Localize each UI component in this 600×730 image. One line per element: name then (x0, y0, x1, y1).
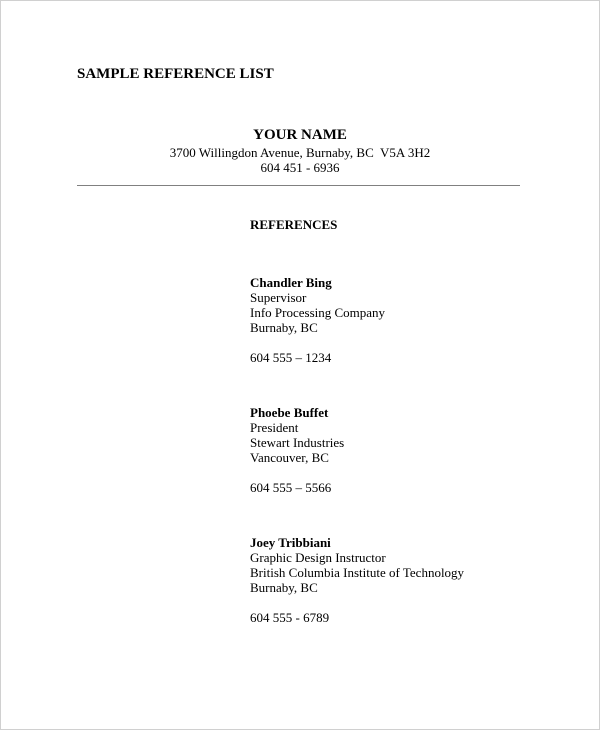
reference-phone: 604 555 – 1234 (250, 350, 332, 365)
reference-phone: 604 555 - 6789 (250, 610, 330, 625)
reference-organization: Stewart Industries (250, 435, 345, 450)
reference-name: Joey Tribbiani (250, 535, 331, 550)
reference-location: Burnaby, BC (250, 320, 318, 335)
reference-name: Phoebe Buffet (250, 405, 329, 420)
reference-position: President (250, 420, 299, 435)
document-title: SAMPLE REFERENCE LIST (77, 66, 274, 82)
reference-organization: Info Processing Company (250, 305, 386, 320)
reference-name: Chandler Bing (250, 275, 332, 290)
reference-entry (250, 275, 385, 365)
header-name: YOUR NAME (253, 127, 347, 143)
reference-location: Vancouver, BC (250, 450, 329, 465)
header-divider (77, 185, 520, 186)
reference-entry (250, 535, 464, 625)
reference-phone: 604 555 – 5566 (250, 480, 332, 495)
references-heading: REFERENCES (250, 217, 338, 232)
header-phone: 604 451 - 6936 (260, 160, 340, 175)
header-address: 3700 Willingdon Avenue, Burnaby, BC V5A 3H2 (169, 145, 431, 160)
reference-position: Graphic Design Instructor (250, 550, 386, 565)
reference-entry (250, 405, 344, 495)
reference-location: Burnaby, BC (250, 580, 318, 595)
reference-position: Supervisor (250, 290, 307, 305)
reference-organization: British Columbia Institute of Technology (250, 565, 465, 580)
